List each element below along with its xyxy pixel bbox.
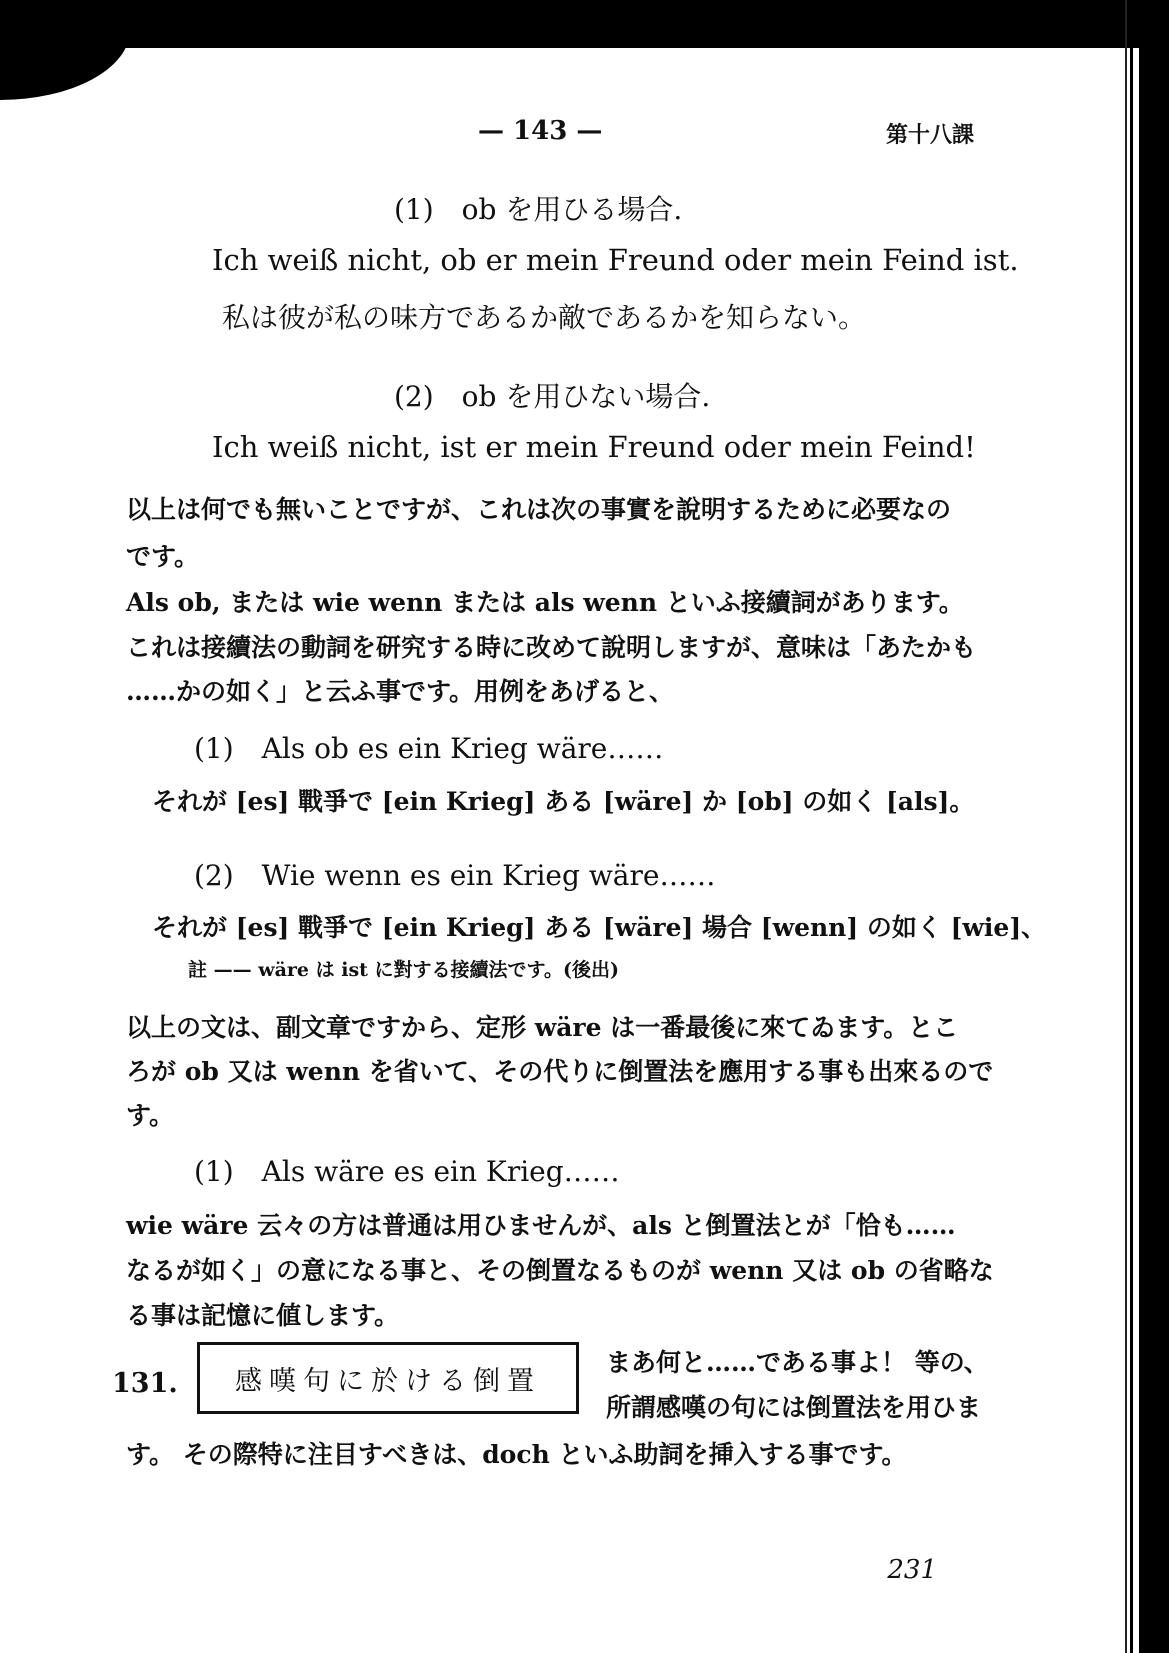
paragraph-2-line-1: Als ob, または wie wenn または als wenn といふ接續詞があります。	[126, 588, 964, 617]
section-number: 131.	[112, 1368, 178, 1399]
note-line: 註 —— wäre は ist に對する接續法です。(後出)	[188, 959, 619, 981]
scan-border-top	[0, 0, 1169, 48]
scan-line-right	[1130, 0, 1133, 1653]
paragraph-4-line-3: る事は記憶に値します。	[126, 1301, 400, 1330]
paragraph-4-line-2: なるが如く」の意になる事と、その倒置なるものが wenn 又は ob の省略な	[126, 1256, 994, 1285]
page-number: — 143 —	[478, 116, 603, 146]
paragraph-2-line-2: これは接續法の動詞を研究する時に改めて說明しますが、意味は「あたかも	[126, 633, 977, 662]
section-title: 感嘆句に於ける倒置	[235, 1365, 541, 1397]
example-5: (1) Als wäre es ein Krieg……	[194, 1155, 620, 1188]
gloss-4: それが [es] 戰爭で [ein Krieg] ある [wäre] 場合 [wenn] の如く [wie]、	[152, 913, 1047, 942]
example-4: (2) Wie wenn es ein Krieg wäre……	[194, 859, 716, 892]
paragraph-4-line-1: wie wäre 云々の方は普通は用ひませんが、als と倒置法とが「恰も……	[126, 1211, 956, 1240]
section-title-box	[197, 1342, 579, 1414]
example-heading-2: (2) ob を用ひない場合.	[394, 380, 711, 413]
section-side-line-1: まあ何と……である事よ！ 等の、	[606, 1348, 989, 1377]
paragraph-3-line-3: す。	[126, 1101, 175, 1130]
scan-line-right-2	[1125, 0, 1127, 1653]
paragraph-2-line-3: ……かの如く」と云ふ事です。用例をあげると、	[126, 677, 675, 706]
paragraph-1-line-1: 以上は何でも無いことですが、これは次の事實を說明するために必要なの	[126, 495, 952, 524]
section-side-line-2: 所謂感嘆の句には倒置法を用ひま	[606, 1393, 982, 1422]
gloss-3: それが [es] 戰爭で [ein Krieg] ある [wäre] か [ob] の如く [als]。	[152, 787, 975, 816]
translation-1: 私は彼が私の味方であるか敵であるかを知らない。	[222, 301, 867, 334]
scan-shadow-corner	[0, 30, 130, 100]
example-heading-1: (1) ob を用ひる場合.	[394, 193, 683, 226]
paragraph-3-line-1: 以上の文は、副文章ですから、定形 wäre は一番最後に來てゐます。とこ	[126, 1013, 959, 1042]
section-continuation: す。 その際特に注目すべきは、doch といふ助詞を挿入する事です。	[126, 1440, 907, 1469]
scan-border-right	[1139, 0, 1169, 1653]
example-3: (1) Als ob es ein Krieg wäre……	[194, 732, 664, 765]
german-sentence-2: Ich weiß nicht, ist er mein Freund oder mein Feind!	[212, 430, 976, 464]
german-sentence-1: Ich weiß nicht, ob er mein Freund oder mein Feind ist.	[212, 243, 1019, 277]
folio-number: 231	[887, 1555, 937, 1585]
paragraph-3-line-2: ろが ob 又は wenn を省いて、その代りに倒置法を應用する事も出來るので	[126, 1057, 994, 1086]
chapter-title: 第十八課	[886, 122, 975, 148]
paragraph-1-line-2: です。	[126, 542, 200, 571]
